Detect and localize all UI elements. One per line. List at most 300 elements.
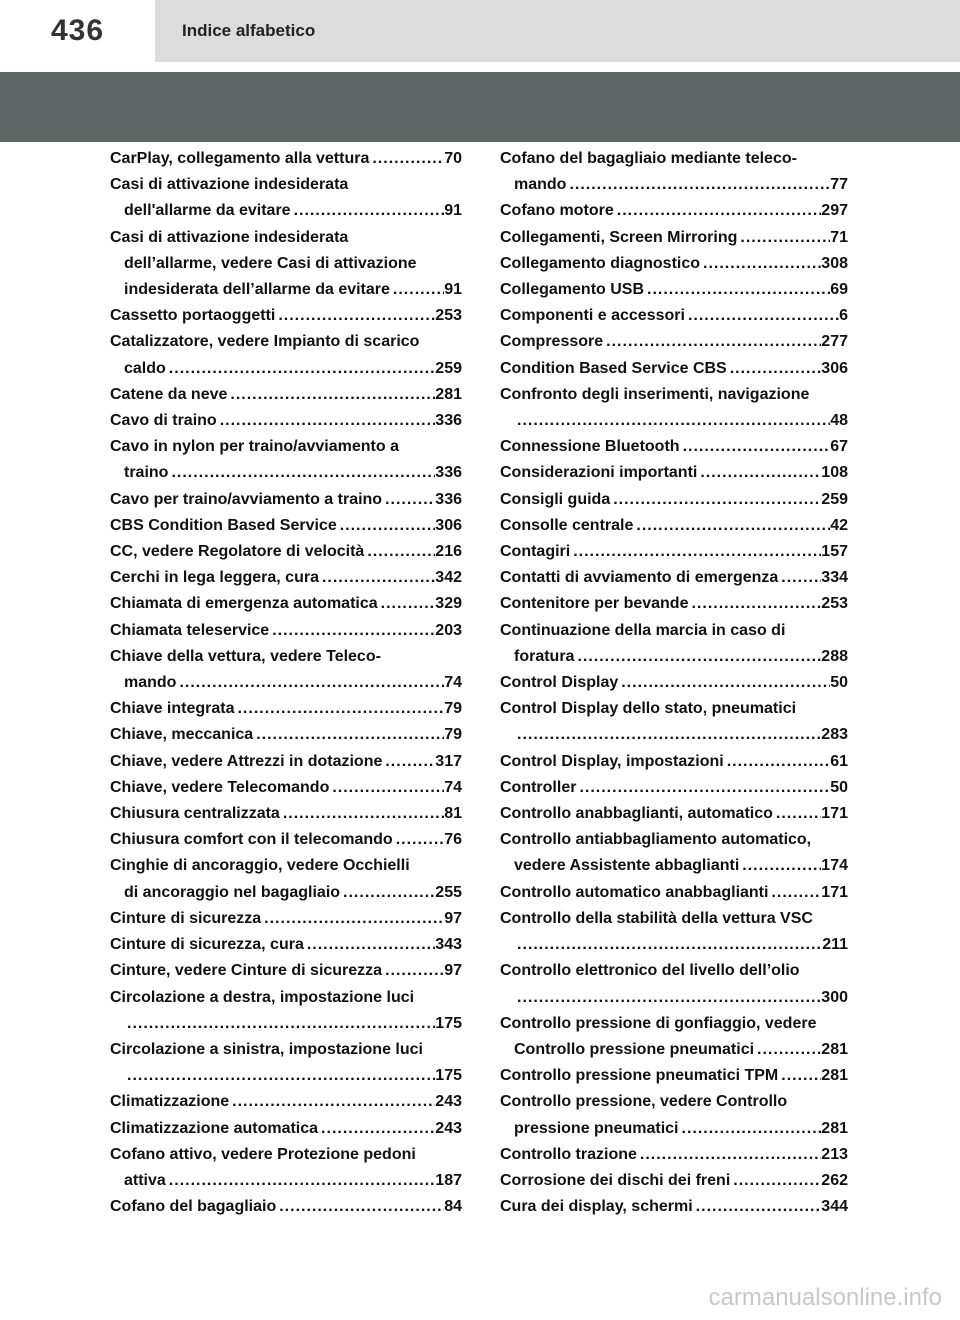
dot-leader xyxy=(382,749,435,775)
dot-leader xyxy=(730,1168,821,1194)
index-entry-text: Climatizzazione xyxy=(110,1093,230,1111)
index-entry xyxy=(110,487,462,513)
index-entry-page: 281 xyxy=(821,1067,848,1085)
index-entry-text: Control Display xyxy=(500,674,619,692)
dot-leader xyxy=(217,408,436,434)
dot-leader xyxy=(685,303,839,329)
index-entry xyxy=(110,1116,462,1142)
index-entry-text: Cinture, vedere Cinture di sicurezza xyxy=(110,962,383,980)
index-entry-line xyxy=(500,749,848,775)
index-entry-text: attiva xyxy=(124,1171,166,1189)
index-entry xyxy=(500,1142,848,1168)
index-entry-page: 334 xyxy=(821,569,848,587)
index-entry-text: Chiusura comfort con il telecomando xyxy=(110,831,393,849)
index-entry-line xyxy=(500,356,848,382)
index-entry-text: Controllo pressione di gonfiaggio, vedere xyxy=(500,1014,817,1032)
index-entry-line xyxy=(110,198,462,224)
index-entry-page: 171 xyxy=(821,805,848,823)
index-entry xyxy=(500,1089,848,1141)
watermark: carmanualsonline.info xyxy=(708,1284,942,1311)
index-entry xyxy=(500,277,848,303)
index-entry-text: Compressore xyxy=(500,333,604,351)
index-entry xyxy=(110,722,462,748)
index-entry xyxy=(500,670,848,696)
index-entry-page: 157 xyxy=(821,543,848,561)
index-entry-text: Contenitore per bevande xyxy=(500,595,689,613)
index-entry-text: Controller xyxy=(500,778,577,796)
index-entry-page: 74 xyxy=(444,778,462,796)
dot-leader xyxy=(603,329,821,355)
index-entry-text: indesiderata dell’allarme da evitare xyxy=(124,281,390,299)
dot-leader xyxy=(773,801,821,827)
dot-leader xyxy=(514,408,830,434)
index-entry-page: 277 xyxy=(821,333,848,351)
index-entry-line xyxy=(500,696,848,722)
index-entry-line xyxy=(110,722,462,748)
index-entry-line xyxy=(500,591,848,617)
index-entry-line xyxy=(500,329,848,355)
dot-leader xyxy=(318,1116,435,1142)
dot-leader xyxy=(700,251,821,277)
index-entry-line xyxy=(110,172,462,198)
index-entry-page: 97 xyxy=(444,909,462,927)
index-entry xyxy=(110,906,462,932)
dot-leader xyxy=(618,670,830,696)
index-entry-text: CarPlay, collegamento alla vettura xyxy=(110,150,370,167)
index-entry xyxy=(110,644,462,696)
index-entry-line xyxy=(500,460,848,486)
index-entry-line xyxy=(110,827,462,853)
index-entry-text: Chiave della vettura, vedere Teleco- xyxy=(110,647,381,665)
index-entry-line xyxy=(110,460,462,486)
index-entry-text: Consolle centrale xyxy=(500,516,634,534)
index-entry-text: Chiave integrata xyxy=(110,700,235,718)
index-entry-page: 50 xyxy=(830,778,848,796)
dot-leader xyxy=(737,225,830,251)
index-entry-page: 283 xyxy=(821,726,848,744)
index-entry xyxy=(110,1194,462,1220)
index-entry xyxy=(110,434,462,486)
index-entry-line xyxy=(500,434,848,460)
index-entry xyxy=(110,225,462,304)
index-entry-page: 81 xyxy=(444,805,462,823)
index-entry xyxy=(110,172,462,224)
index-entry-line xyxy=(110,696,462,722)
index-entry-text: Chiave, vedere Attrezzi in dotazione xyxy=(110,752,383,770)
dot-leader xyxy=(390,277,444,303)
index-entry-page: 336 xyxy=(435,412,462,430)
index-entry-line xyxy=(110,906,462,932)
index-entry xyxy=(110,853,462,905)
index-entry-page: 317 xyxy=(435,752,462,770)
index-entry-text: mando xyxy=(124,674,177,692)
index-entry-line xyxy=(110,303,462,329)
index-entry-page: 84 xyxy=(444,1198,462,1216)
index-entry-text: Controllo elettronico del livello dell’olio xyxy=(500,962,800,980)
index-entry-text: Controllo pressione, vedere Controllo xyxy=(500,1093,788,1111)
index-entry xyxy=(110,618,462,644)
index-entry-page: 171 xyxy=(821,883,848,901)
index-entry-text: Cinture di sicurezza, cura xyxy=(110,936,304,954)
index-entry-page: 77 xyxy=(830,176,848,194)
index-entry xyxy=(500,303,848,329)
dot-leader xyxy=(570,539,821,565)
index-entry-line xyxy=(110,487,462,513)
index-entry-line xyxy=(500,146,848,172)
index-entry-text: Condition Based Service CBS xyxy=(500,359,727,377)
index-entry-page: 213 xyxy=(821,1145,848,1163)
index-entry-line xyxy=(110,356,462,382)
index-entry-text: Casi di attivazione indesiderata xyxy=(110,176,349,194)
index-entry xyxy=(500,1011,848,1063)
index-entry-text: mando xyxy=(514,176,567,194)
index-entry-line xyxy=(500,1037,848,1063)
index-entry xyxy=(110,1089,462,1115)
index-entry xyxy=(500,696,848,748)
index-entry-line xyxy=(500,880,848,906)
dot-leader xyxy=(393,827,445,853)
index-entry-line xyxy=(110,1011,462,1037)
dot-leader xyxy=(633,513,830,539)
index-entry-text: Cinghie di ancoraggio, vedere Occhielli xyxy=(110,857,410,875)
index-entry-text: Control Display, impostazioni xyxy=(500,752,724,770)
index-entry-line xyxy=(500,1011,848,1037)
index-entry xyxy=(500,198,848,224)
index-entry-page: 91 xyxy=(444,202,462,220)
index-entry-text: vedere Assistente abbaglianti xyxy=(514,857,740,875)
index-entry-line xyxy=(500,565,848,591)
index-entry-page: 174 xyxy=(821,857,848,875)
index-entry-page: 342 xyxy=(435,569,462,587)
index-entry-text: Componenti e accessori xyxy=(500,307,685,325)
dot-leader xyxy=(261,906,444,932)
index-entry-text: dell’allarme, vedere Casi di attivazione xyxy=(124,254,417,272)
index-entry-page: 70 xyxy=(444,150,462,167)
index-entry-line xyxy=(500,487,848,513)
index-entry-text: Catene da neve xyxy=(110,385,228,403)
index-entry-page: 175 xyxy=(435,1014,462,1032)
dot-leader xyxy=(229,1089,435,1115)
index-entry-page: 91 xyxy=(444,281,462,299)
index-entry-page: 255 xyxy=(435,883,462,901)
index-entry-text: Consigli guida xyxy=(500,490,611,508)
index-entry-page: 216 xyxy=(435,543,462,561)
dot-leader xyxy=(576,775,830,801)
index-entry xyxy=(500,958,848,1010)
index-entry-text: traino xyxy=(124,464,169,482)
dot-leader xyxy=(124,1011,435,1037)
index-entry-line xyxy=(500,722,848,748)
index-entry-page: 175 xyxy=(435,1067,462,1085)
index-entry-page: 69 xyxy=(830,281,848,299)
index-entry xyxy=(500,225,848,251)
index-entry-text: Chiave, meccanica xyxy=(110,726,254,744)
index-entry-page: 48 xyxy=(830,412,848,430)
index-entry xyxy=(500,434,848,460)
index-entry xyxy=(500,749,848,775)
index-entry-line xyxy=(110,1063,462,1089)
section-title: Indice alfabetico xyxy=(182,21,316,40)
index-entry-page: 336 xyxy=(435,464,462,482)
dot-leader xyxy=(382,487,435,513)
dot-leader xyxy=(610,487,821,513)
dot-leader xyxy=(166,1168,436,1194)
index-entry-text: Cinture di sicurezza xyxy=(110,909,262,927)
dot-leader xyxy=(364,539,435,565)
index-entry-text: Collegamento USB xyxy=(500,281,645,299)
index-entry-line xyxy=(110,1142,462,1168)
dot-leader xyxy=(319,565,435,591)
index-entry-line xyxy=(500,985,848,1011)
index-entry-page: 259 xyxy=(821,490,848,508)
index-entry xyxy=(110,591,462,617)
index-entry-page: 308 xyxy=(821,254,848,272)
index-entry-line xyxy=(110,932,462,958)
dot-leader xyxy=(754,1037,821,1063)
index-entry-text: Cavo in nylon per traino/avviamento a xyxy=(110,438,399,456)
index-entry-text: Controllo antiabbagliamento automatico, xyxy=(500,831,812,849)
dot-leader xyxy=(727,356,822,382)
index-entry-line xyxy=(110,958,462,984)
index-entry-page: 329 xyxy=(435,595,462,613)
index-entry-page: 71 xyxy=(830,228,848,246)
index-entry-text: Chiamata di emergenza automatica xyxy=(110,595,378,613)
index-entry xyxy=(500,565,848,591)
index-entry xyxy=(500,827,848,879)
index-entry-page: 243 xyxy=(435,1093,462,1111)
dot-leader xyxy=(680,434,831,460)
index-entry-text: Cerchi in lega leggera, cura xyxy=(110,569,319,587)
index-entry xyxy=(500,1063,848,1089)
index-entry-line xyxy=(110,775,462,801)
index-entry-line xyxy=(500,1142,848,1168)
index-entry-line xyxy=(500,1089,848,1115)
dot-leader xyxy=(280,801,444,827)
index-entry-page: 76 xyxy=(444,831,462,849)
index-entry-text: Cura dei display, schermi xyxy=(500,1198,693,1216)
index-entry-line xyxy=(500,1116,848,1142)
index-entry-text: Catalizzatore, vedere Impianto di scarico xyxy=(110,333,420,351)
index-entry xyxy=(110,1037,462,1089)
index-entry-line xyxy=(110,880,462,906)
page-header xyxy=(0,0,960,62)
index-entry-line xyxy=(500,958,848,984)
index-entry xyxy=(110,801,462,827)
index-entry-text: Circolazione a sinistra, impostazione luci xyxy=(110,1040,423,1058)
index-entry xyxy=(110,539,462,565)
index-entry xyxy=(110,565,462,591)
index-entry-line xyxy=(110,408,462,434)
index-entry xyxy=(110,932,462,958)
dot-leader xyxy=(275,303,435,329)
index-entry xyxy=(500,618,848,670)
index-entry-line xyxy=(110,539,462,565)
index-entry-text: Casi di attivazione indesiderata xyxy=(110,228,349,246)
index-entry-page: 281 xyxy=(821,1040,848,1058)
index-entry-line xyxy=(110,225,462,251)
dot-leader xyxy=(378,591,436,617)
index-entry-page: 79 xyxy=(444,726,462,744)
index-entry-text: Controllo pressione pneumatici xyxy=(514,1040,755,1058)
index-entry-line xyxy=(110,1194,462,1220)
index-entry-text: CBS Condition Based Service xyxy=(110,516,337,534)
header-band xyxy=(0,72,960,142)
index-entry-line xyxy=(110,146,462,172)
dot-leader xyxy=(291,198,445,224)
index-entry xyxy=(110,985,462,1037)
index-entry-line xyxy=(110,251,462,277)
index-entry-page: 6 xyxy=(839,307,848,325)
dot-leader xyxy=(514,932,822,958)
index-entry-page: 343 xyxy=(435,936,462,954)
index-entry xyxy=(500,1168,848,1194)
index-entry xyxy=(500,146,848,198)
index-entry-line xyxy=(500,225,848,251)
index-entry xyxy=(110,329,462,381)
dot-leader xyxy=(227,382,435,408)
index-entry-line xyxy=(110,277,462,303)
index-entry xyxy=(500,382,848,434)
index-entry-text: CC, vedere Regolatore di velocità xyxy=(110,543,365,561)
dot-leader xyxy=(329,775,444,801)
dot-leader xyxy=(168,460,435,486)
index-entry-page: 300 xyxy=(821,988,848,1006)
index-entry xyxy=(500,539,848,565)
index-entry-text: Controllo automatico anabbaglianti xyxy=(500,883,769,901)
index-entry xyxy=(110,382,462,408)
index-entry-page: 108 xyxy=(821,464,848,482)
index-entry xyxy=(110,696,462,722)
index-entry xyxy=(500,460,848,486)
dot-leader xyxy=(276,1194,444,1220)
dot-leader xyxy=(340,880,435,906)
index-entry-page: 187 xyxy=(435,1171,462,1189)
index-entry xyxy=(500,775,848,801)
index-entry-line xyxy=(500,198,848,224)
index-entry xyxy=(500,487,848,513)
index-entry-page: 74 xyxy=(444,674,462,692)
index-entry-line xyxy=(110,434,462,460)
index-entry-text: Continuazione della marcia in caso di xyxy=(500,621,786,639)
index-entry-page: 79 xyxy=(444,700,462,718)
dot-leader xyxy=(614,198,822,224)
index-entry-line xyxy=(110,329,462,355)
index-entry xyxy=(500,801,848,827)
index-entry-page: 211 xyxy=(822,936,848,954)
page-number: 436 xyxy=(0,0,155,62)
dot-leader xyxy=(337,513,436,539)
index-entry-page: 306 xyxy=(435,516,462,534)
index-entry-line xyxy=(110,749,462,775)
index-entry xyxy=(500,591,848,617)
index-entry-line xyxy=(110,513,462,539)
index-entry-text: Controllo trazione xyxy=(500,1145,637,1163)
index-entry-text: Cavo per traino/avviamento a traino xyxy=(110,490,383,508)
index-entry-page: 61 xyxy=(830,752,848,770)
dot-leader xyxy=(234,696,444,722)
index-entry-line xyxy=(500,1168,848,1194)
index-entry-text: Control Display dello stato, pneumatici xyxy=(500,700,797,718)
index-entry-line xyxy=(500,251,848,277)
index-entry-text: Controllo della stabilità della vettura VSC xyxy=(500,909,813,927)
dot-leader xyxy=(514,722,821,748)
index-entry-text: dell'allarme da evitare xyxy=(124,202,291,220)
index-entry xyxy=(500,251,848,277)
index-entry-text: Cavo di traino xyxy=(110,412,217,430)
index-entry-page: 50 xyxy=(830,674,848,692)
dot-leader xyxy=(514,985,821,1011)
dot-leader xyxy=(382,958,444,984)
index-entry xyxy=(110,749,462,775)
index-entry-line xyxy=(500,1063,848,1089)
index-entry-text: Confronto degli inserimenti, navigazione xyxy=(500,385,810,403)
index-entry-line xyxy=(500,906,848,932)
index-entry-text: Contagiri xyxy=(500,543,571,561)
index-entry-text: Controllo pressione pneumatici TPM xyxy=(500,1067,779,1085)
index-entry-text: foratura xyxy=(514,647,575,665)
index-entry-page: 253 xyxy=(821,595,848,613)
index-entry xyxy=(110,827,462,853)
dot-leader xyxy=(693,1194,822,1220)
index-entry xyxy=(110,958,462,984)
index-entry-page: 243 xyxy=(435,1119,462,1137)
index-entry-line xyxy=(500,539,848,565)
dot-leader xyxy=(688,591,821,617)
index-column-right xyxy=(500,146,848,1220)
index-entry xyxy=(500,906,848,958)
index-entry-text: Cassetto portaoggetti xyxy=(110,307,276,325)
dot-leader xyxy=(644,277,830,303)
index-entry-page: 259 xyxy=(435,359,462,377)
index-entry-page: 297 xyxy=(821,202,848,220)
index-entry-page: 253 xyxy=(435,307,462,325)
index-entry-page: 336 xyxy=(435,490,462,508)
index-entry-line xyxy=(110,618,462,644)
index-entry xyxy=(110,1142,462,1194)
index-entry-text: Climatizzazione automatica xyxy=(110,1119,319,1137)
index-entry xyxy=(110,303,462,329)
index-entry-text: Cofano attivo, vedere Protezione pedoni xyxy=(110,1145,416,1163)
dot-leader xyxy=(253,722,444,748)
index-entry xyxy=(500,880,848,906)
index-entry xyxy=(110,146,462,172)
index-entry-text: Contatti di avviamento di emergenza xyxy=(500,569,779,587)
index-entry-line xyxy=(500,670,848,696)
index-entry-text: Collegamento diagnostico xyxy=(500,254,701,272)
dot-leader xyxy=(269,618,435,644)
index-entry-line xyxy=(110,644,462,670)
dot-leader xyxy=(778,1063,821,1089)
index-entry xyxy=(500,513,848,539)
index-entry-text: Cofano motore xyxy=(500,202,614,220)
dot-leader xyxy=(566,172,830,198)
dot-leader xyxy=(679,1116,822,1142)
index-entry-line xyxy=(110,1116,462,1142)
index-entry-line xyxy=(110,853,462,879)
index-entry-line xyxy=(110,565,462,591)
index-entry-text: di ancoraggio nel bagagliaio xyxy=(124,883,341,901)
dot-leader xyxy=(574,644,821,670)
index-entry xyxy=(500,1194,848,1220)
index-entry-line xyxy=(110,591,462,617)
index-entry xyxy=(500,329,848,355)
index-entry-line xyxy=(500,382,848,408)
index-entry-line xyxy=(110,1089,462,1115)
index-entry-line xyxy=(500,1194,848,1220)
index-entry-line xyxy=(500,801,848,827)
index-entry-text: Cofano del bagagliaio xyxy=(110,1198,277,1216)
index-entry-line xyxy=(500,827,848,853)
